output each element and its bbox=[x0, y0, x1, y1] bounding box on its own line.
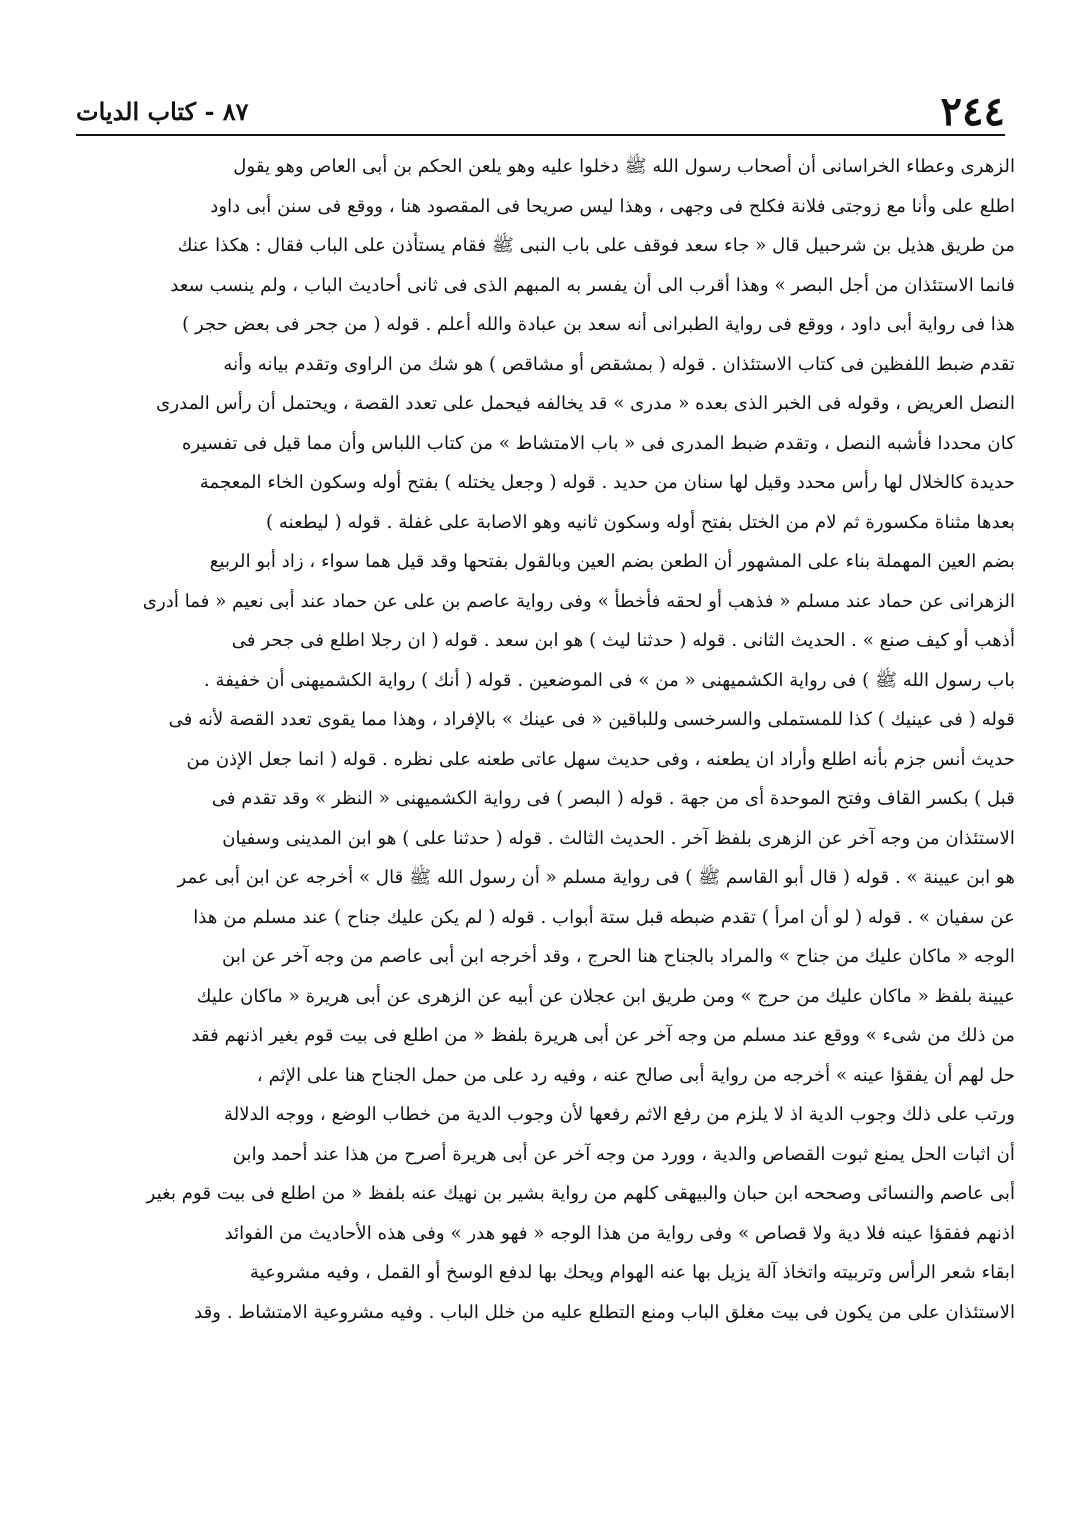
text-line: قوله ( فى عينيك ) كذا للمستملى والسرخسى وللباقين « فى عينك » بالإفراد ، وهذا مما يقوى تعدد القصة لأنه فى bbox=[168, 709, 1015, 730]
text-line: حل لهم أن يفقؤا عينه » أخرجه من رواية أبى صالح عنه ، وفيه رد على من حمل الجناح هنا على الإثم ، bbox=[256, 1064, 1015, 1086]
text-line: عيينة بلفظ « ماكان عليك من حرج » ومن طريق ابن عجلان عن أبيه عن الزهرى عن أبى هريرة « ماكان عليك bbox=[196, 985, 1015, 1007]
text-line: عن سفيان » . قوله ( لو أن امرأ ) تقدم ضبطه قبل ستة أبواب . قوله ( لم يكن عليك جناح ) عند مسلم من هذا bbox=[193, 906, 1015, 928]
header-rule bbox=[76, 134, 1005, 136]
text-body bbox=[66, 147, 1015, 1332]
text-line: الاستئذان على من يكون فى بيت مغلق الباب ومنع التطلع عليه من خلل الباب . وفيه مشروعية الامتشاط . وقد bbox=[194, 1301, 1015, 1323]
text-line: هذا فى رواية أبى داود ، ووقع فى رواية الطبرانى أنه سعد بن عبادة والله أعلم . قوله ( من جحر فى بعض حجر ) bbox=[182, 314, 1015, 335]
text-line: فانما الاستئذان من أجل البصر » وهذا أقرب الى أن يفسر به المبهم الذى فى ثانى أحاديث الباب ، ولم ينسب سعد bbox=[170, 274, 1015, 296]
text-line: هو ابن عيينة » . قوله ( قال أبو القاسم ﷺ ) فى رواية مسلم « أن رسول الله ﷺ قال » أخرجه عن ابن أبى عمر bbox=[177, 867, 1015, 888]
page-header bbox=[76, 86, 1005, 135]
text-line: ابقاء شعر الرأس وتربيته واتخاذ آلة يزيل بها عنه الهوام ويحك بها لدفع الوسخ أو القمل ، وفيه مشروعية bbox=[249, 1262, 1015, 1283]
text-line: الوجه « ماكان عليك من جناح » والمراد بالجناح هنا الحرج ، وقد أخرجه ابن أبى عاصم من وجه آخر عن ابن bbox=[222, 946, 1015, 967]
text-line: ورتب على ذلك وجوب الدية اذ لا يلزم من رفع الاثم رفعها لأن وجوب الدية من خطاب الوضع ، ووجه الدلالة bbox=[223, 1104, 1015, 1125]
page-number: ٢٤٤ bbox=[940, 88, 1005, 135]
text-line: كان محددا فأشبه النصل ، وتقدم ضبط المدرى فى « باب الامتشاط » من كتاب اللباس وأن مما قيل فى تفسيره bbox=[182, 432, 1015, 454]
text-line: من ذلك من شىء » ووقع عند مسلم من وجه آخر عن أبى هريرة بلفظ « من اطلع فى بيت قوم بغير اذنهم فقد bbox=[191, 1025, 1015, 1046]
text-line: اذنهم ففقؤا عينه فلا دية ولا قصاص » وفى رواية من هذا الوجه « فهو هدر » وفى هذه الأحاديث من الفوائد bbox=[224, 1222, 1015, 1244]
text-line: بضم العين المهملة بناء على المشهور أن الطعن بضم العين وبالقول بفتحها وقد قيل هما سواء ، زاد أبو الربيع bbox=[209, 551, 1015, 572]
text-line: حديث أنس جزم بأنه اطلع وأراد ان يطعنه ، وفى حديث سهل عاتى طعنه على نظره . قوله ( انما جعل الإذن من bbox=[186, 748, 1015, 770]
text-line: النصل العريض ، وقوله فى الخبر الذى بعده « مدرى » قد يخالفه فيحمل على تعدد القصة ، ويحتمل أن رأس المدرى bbox=[156, 393, 1015, 414]
text-line: اطلع على وأنا مع زوجتى فلانة فكلح فى وجهى ، وهذا ليس صريحا فى المقصود هنا ، ووقع فى سنن أبى داود bbox=[210, 195, 1015, 217]
text-line: أبى عاصم والنسائى وصححه ابن حبان والبيهقى كلهم من رواية بشير بن نهيك عنه بلفظ « من اطلع فى بيت قوم بغير bbox=[146, 1183, 1015, 1204]
text-line: تقدم ضبط اللفظين فى كتاب الاستئذان . قوله ( بمشقص أو مشاقص ) هو شك من الراوى وتقدم بيانه وأنه bbox=[223, 353, 1015, 375]
running-title: ٨٧ - كتاب الديات bbox=[76, 97, 249, 126]
text-line: أذهب أو كيف صنع » . الحديث الثانى . قوله ( حدثنا ليث ) هو ابن سعد . قوله ( ان رجلا اطلع فى جحر فى bbox=[231, 630, 1015, 651]
text-line: أن اثبات الحل يمنع ثبوت القصاص والدية ، وورد من وجه آخر عن أبى هريرة أصرح من هذا عند أحمد وابن bbox=[232, 1143, 1015, 1165]
text-line: بعدها مثناة مكسورة ثم لام من الختل بفتح أوله وسكون ثانيه وهو الاصابة على غفلة . قوله ( ليطعنه ) bbox=[265, 511, 1015, 533]
text-line: حديدة كالخلال لها رأس محدد وقيل لها سنان من حديد . قوله ( وجعل يختله ) بفتح أوله وسكون الخاء المعجمة bbox=[199, 472, 1015, 493]
text-line: الزهرى وعطاء الخراسانى أن أصحاب رسول الله ﷺ دخلوا عليه وهو يلعن الحكم بن أبى العاص وهو يقول bbox=[233, 156, 1015, 177]
text-line: من طريق هذيل بن شرحبيل قال « جاء سعد فوقف على باب النبى ﷺ فقام يستأذن على الباب فقال : هكذا عنك bbox=[177, 235, 1015, 256]
text-line: قبل ) بكسر القاف وفتح الموحدة أى من جهة . قوله ( البصر ) فى رواية الكشميهنى « النظر » وقد تقدم فى bbox=[211, 788, 1015, 809]
text-line: الزهرانى عن حماد عند مسلم « فذهب أو لحقه فأخطأ » وفى رواية عاصم بن على عن حماد عند أبى نعيم « فما أدرى bbox=[142, 590, 1015, 612]
text-line: الاستئذان من وجه آخر عن الزهرى بلفظ آخر . الحديث الثالث . قوله ( حدثنا على ) هو ابن المدينى وسفيان bbox=[222, 827, 1015, 849]
text-line: باب رسول الله ﷺ ) فى رواية الكشميهنى « من » فى الموضعين . قوله ( أنك ) رواية الكشميهنى أن خفيفة . bbox=[203, 669, 1015, 691]
